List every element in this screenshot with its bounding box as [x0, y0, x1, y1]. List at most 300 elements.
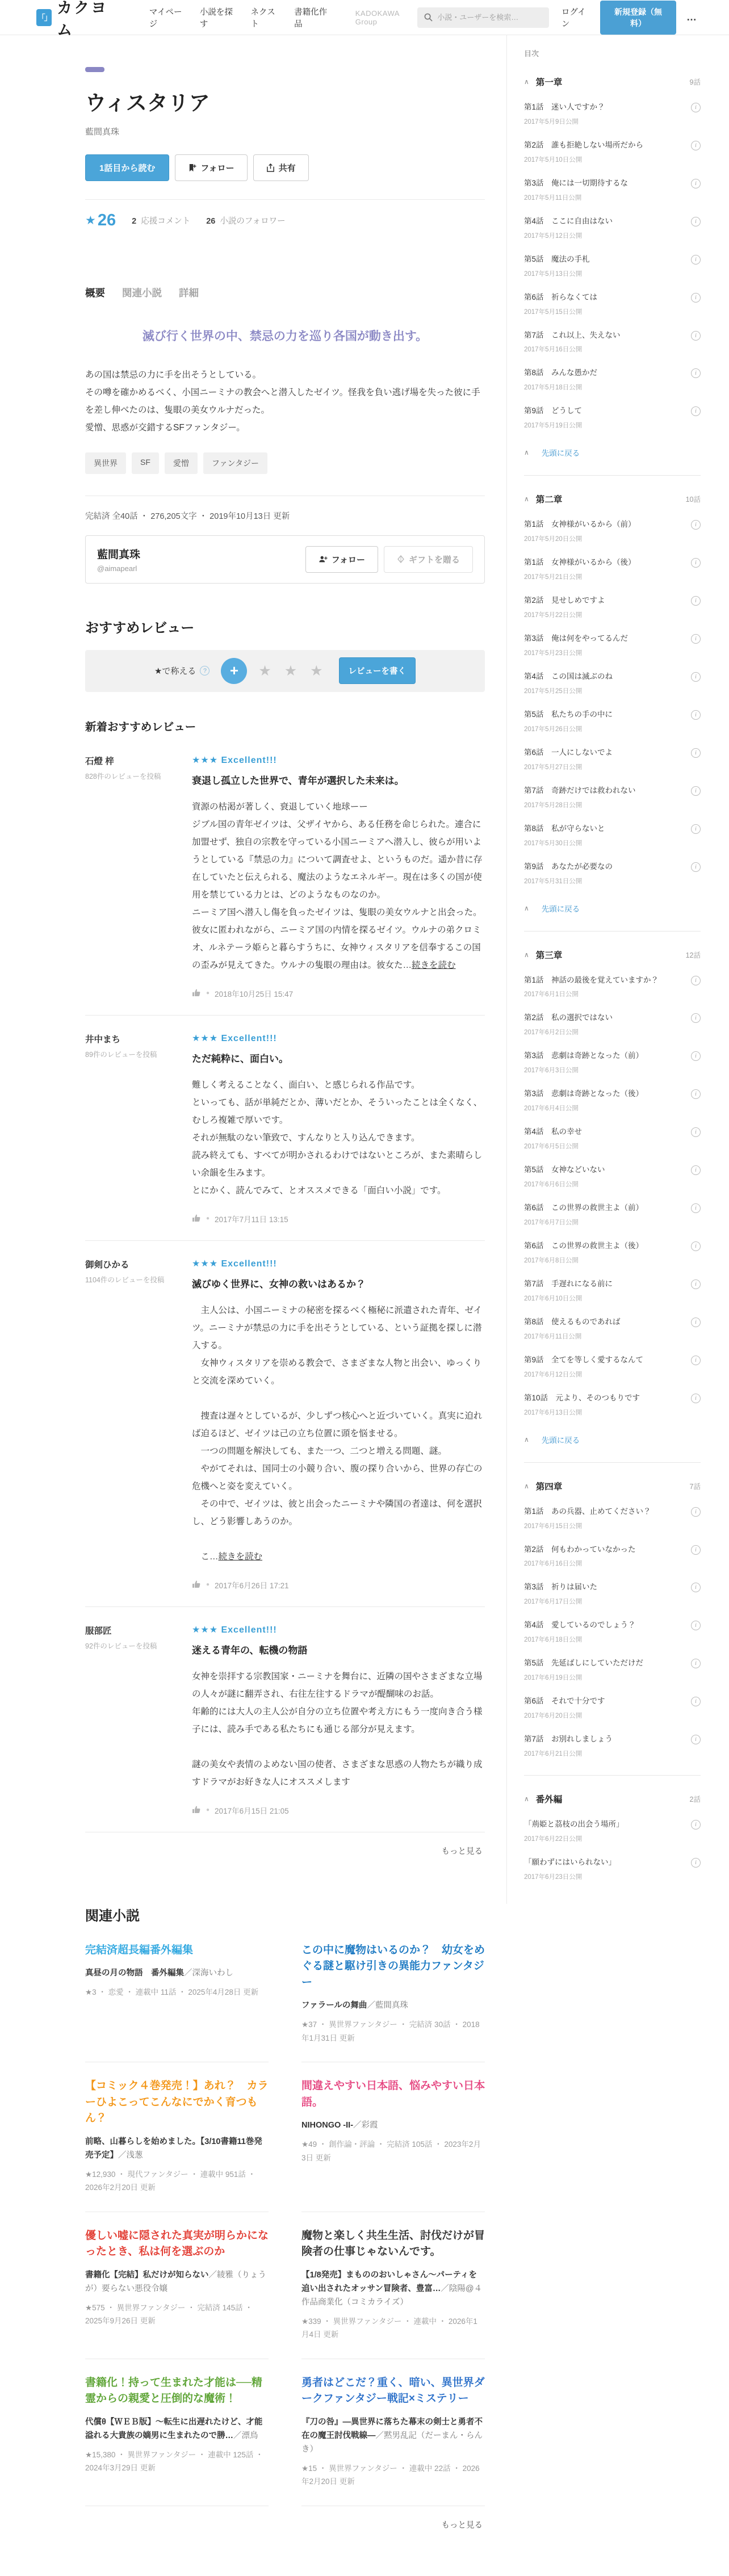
episode-title: 第7話 奇跡だけでは救われない	[524, 786, 636, 795]
work-description	[85, 366, 485, 437]
work-tabs	[85, 286, 485, 300]
info-icon[interactable]: i	[691, 217, 701, 226]
episode-title: 第9話 全てを等しく愛するなんて	[524, 1355, 644, 1364]
chapter-header[interactable]	[524, 493, 701, 505]
episode-link[interactable]	[524, 102, 684, 126]
episode-row	[524, 254, 701, 278]
praise-with-stars-label	[154, 665, 210, 677]
thumbs-up-icon[interactable]	[192, 1214, 201, 1224]
info-icon[interactable]: i	[691, 634, 701, 644]
chevron-up-icon: ∧	[524, 1482, 529, 1490]
episode-title: 第4話 この国は滅ぶのね	[524, 672, 613, 681]
episode-link[interactable]	[524, 1050, 684, 1075]
episode-link[interactable]	[524, 1506, 684, 1530]
dot-separator: ●	[206, 1215, 210, 1222]
episode-link[interactable]	[524, 1240, 684, 1265]
related-work-title[interactable]: 代償θ【ＷＥＢ版】～転生に出遅れたけど、才能溢れる大貴族の嫡男に生まれたので勝…	[85, 2417, 263, 2440]
episode-link[interactable]	[524, 367, 684, 392]
episode-link[interactable]	[524, 1696, 684, 1720]
episode-title: 第3話 俺は何をやってるんだ	[524, 634, 629, 643]
episode-title: 第2話 誰も拒絶しない場所だから	[524, 140, 644, 149]
read-first-episode-button[interactable]: 1話目から読む	[85, 154, 169, 181]
episode-date: 2017年6月11日公開	[524, 1333, 582, 1340]
related-work-stats: ★15,380 ・ 異世界ファンタジー ・ 連載中 125話 ・ 2024年3月29日 更新	[85, 2450, 263, 2473]
episode-row	[524, 1202, 701, 1227]
read-more-link[interactable]: 続きを読む	[412, 960, 456, 970]
nav-item-0[interactable]: マイページ	[149, 7, 182, 29]
search-input[interactable]	[437, 13, 542, 22]
episode-link[interactable]	[524, 216, 684, 240]
info-icon[interactable]: i	[691, 862, 701, 872]
episode-link[interactable]	[524, 671, 684, 695]
episode-link[interactable]	[524, 1857, 684, 1881]
chapter-episode-count: 7話	[689, 1482, 701, 1491]
info-icon[interactable]: i	[691, 824, 701, 834]
review-grade: ★★★ Excellent!!!	[192, 1258, 277, 1269]
share-button[interactable]	[253, 154, 309, 181]
chapter-episode-count: 9話	[689, 78, 701, 86]
info-icon[interactable]: i	[691, 1820, 701, 1830]
episode-link[interactable]	[524, 1620, 684, 1644]
info-icon[interactable]: i	[691, 1203, 701, 1213]
info-icon[interactable]: i	[691, 710, 701, 720]
review-body	[192, 1668, 485, 1791]
related-work-line	[85, 1967, 269, 1981]
info-icon[interactable]: i	[691, 1697, 701, 1706]
back-to-top-label: 先頭に戻る	[541, 1436, 580, 1445]
episode-link[interactable]	[524, 595, 684, 619]
episode-date: 2017年6月4日公開	[524, 1105, 579, 1113]
episode-title: 第4話 私の幸せ	[524, 1127, 583, 1136]
episode-date: 2017年6月13日公開	[524, 1409, 583, 1416]
info-icon[interactable]: i	[691, 1735, 701, 1744]
help-icon[interactable]: ?	[200, 666, 210, 676]
info-icon[interactable]: i	[691, 406, 701, 416]
work-meta: 完結済 全40話 ・ 276,205文字 ・ 2019年10月13日 更新	[85, 511, 290, 521]
episode-link[interactable]	[524, 747, 684, 771]
info-icon[interactable]: i	[691, 1013, 701, 1023]
info-icon[interactable]: i	[691, 103, 701, 112]
info-icon[interactable]: i	[691, 520, 701, 530]
nav-item-3[interactable]: 書籍化作品	[294, 7, 328, 29]
episode-row	[524, 1734, 701, 1758]
gift-icon	[397, 555, 405, 563]
episode-link[interactable]	[524, 519, 684, 543]
episode-link[interactable]	[524, 1316, 684, 1341]
related-review-title[interactable]: この中に魔物はいるのか？ 幼女をめぐる謎と駆け引きの異能力ファンタジー	[301, 1944, 485, 1988]
star-count: 26	[97, 211, 116, 229]
related-work-author[interactable]: ／藍間真珠	[367, 2001, 408, 2011]
info-icon[interactable]: i	[691, 976, 701, 985]
tab-概要[interactable]: 概要	[85, 287, 105, 299]
divider	[524, 931, 701, 932]
episode-row	[524, 1696, 701, 1720]
episode-link[interactable]	[524, 557, 684, 581]
episode-row	[524, 557, 701, 581]
info-icon[interactable]: i	[691, 1858, 701, 1868]
episode-title: 第1話 女神様がいるから（前）	[524, 520, 636, 529]
episode-row	[524, 140, 701, 164]
episode-row	[524, 1658, 701, 1682]
episode-row	[524, 102, 701, 126]
review-paragraph: 女神を崇拝する宗教国家・ニーミナを舞台に、近隣の国やさまざまな立場の人々が謎に翻弄され、右往左往するドラマが醍醐味のお話。	[192, 1671, 483, 1699]
follow-author-button[interactable]	[305, 546, 378, 573]
reviewer-name[interactable]: 服部匠	[85, 1626, 112, 1636]
related-work-line	[301, 2416, 485, 2457]
info-icon[interactable]: i	[691, 1356, 701, 1365]
info-icon[interactable]: i	[691, 1659, 701, 1668]
chapter-name: 第一章	[535, 78, 563, 87]
tag-SF[interactable]: SF	[132, 452, 159, 474]
episode-title: 第8話 私が守らないと	[524, 824, 605, 833]
episode-row	[524, 1278, 701, 1303]
episode-row	[524, 330, 701, 354]
info-icon[interactable]: i	[691, 558, 701, 568]
episode-link[interactable]	[524, 1819, 684, 1843]
review-date-row	[192, 988, 485, 999]
review-paragraph: 主人公は、小国ニーミナの秘密を探るべく極秘に派遣された青年、ゼイツ。ニーミナが禁忌の力に手を出そうとしている、という証拠を探しに潜入する。	[192, 1305, 483, 1350]
related-work-stats: ★49 ・ 創作論・評論 ・ 完結済 105話 ・ 2023年2月3日 更新	[301, 2140, 481, 2162]
info-icon[interactable]: i	[691, 1318, 701, 1327]
review-body	[192, 1076, 485, 1199]
episode-title: 第6話 一人にしないでよ	[524, 748, 613, 757]
global-nav	[135, 6, 330, 30]
info-icon[interactable]: i	[691, 786, 701, 796]
info-icon[interactable]: i	[691, 1507, 701, 1517]
chevron-up-icon: ∧	[524, 495, 529, 504]
reviewer-info	[85, 754, 192, 999]
related-work-author[interactable]: ／彩霞	[353, 2121, 378, 2130]
review-paragraph: 年齢的には大人の主人公が自分の立ち位置や考え方にもう一度向き合う様子には、読み手である私たちにも通じる部分が見えます。	[192, 1706, 483, 1734]
episode-link[interactable]	[524, 330, 684, 354]
episode-link[interactable]	[524, 1012, 684, 1037]
info-icon[interactable]: i	[691, 1127, 701, 1137]
chapter-header[interactable]	[524, 949, 701, 961]
thumbs-up-icon[interactable]	[192, 988, 201, 998]
work-actions	[85, 154, 485, 181]
related-novels-grid	[85, 1927, 485, 2506]
episode-link[interactable]	[524, 1164, 684, 1189]
follow-work-button[interactable]	[175, 154, 247, 181]
review-paragraph: 一つの問題を解決しても、また一つ、二つと増える問題、謎。	[192, 1446, 447, 1456]
related-work-title[interactable]: NIHONGO -II-	[301, 2121, 354, 2130]
related-review-title[interactable]: 魔物と楽しく共生生活、討伐だけが冒険者の仕事じゃないんです。	[301, 2229, 485, 2258]
related-review-title[interactable]: 優しい嘘に隠された真実が明らかになったとき、私は何を選ぶのか	[85, 2229, 269, 2258]
tab-詳細[interactable]: 詳細	[179, 287, 199, 299]
send-gift-button[interactable]	[384, 546, 473, 573]
review-paragraph: ジブル国の青年ゼイツは、父ザイヤから、ある任務を命じられた。連合に加盟せず、独自の宗教を守っている小国ニーミアへ潜入し、彼らが用いようとしている『禁忌の力』について調査せよ、というものだ。遥か昔に存在していたと伝えられる、魔法のようなエネルギー。現在は多くの国が使用を禁じている力とは、どのようなものなのか。	[192, 819, 483, 900]
episode-row	[524, 1506, 701, 1530]
related-work-line	[85, 2416, 269, 2443]
episode-link[interactable]	[524, 785, 684, 809]
search-box[interactable]	[417, 7, 549, 28]
episode-title: 第1話 神話の最後を覚えていますか？	[524, 975, 659, 984]
review-paragraph: とにかく、読んでみて、とオススメできる「面白い小説」です。	[192, 1185, 446, 1195]
back-to-top-link[interactable]	[524, 447, 701, 458]
info-icon[interactable]: i	[691, 1545, 701, 1555]
episode-row	[524, 861, 701, 886]
review-content	[192, 1258, 485, 1591]
review-date: 2017年6月26日 17:21	[215, 1581, 289, 1590]
review-paragraph: 読み終えても、すべてが明かされるわけではないところが、また素晴らしい余韻を生みます。	[192, 1150, 483, 1178]
episode-link[interactable]	[524, 1392, 684, 1417]
episode-date: 2017年6月3日公開	[524, 1067, 579, 1075]
episode-title: 第7話 お別れしましょう	[524, 1735, 613, 1744]
episode-date: 2017年5月15日公開	[524, 308, 583, 316]
episode-link[interactable]	[524, 1734, 684, 1758]
chevron-up-icon: ∧	[524, 950, 529, 959]
write-review-button[interactable]: レビューを書く	[339, 657, 416, 684]
thumbs-up-icon[interactable]	[192, 1805, 201, 1815]
episode-row	[524, 1544, 701, 1568]
review-item	[85, 1607, 485, 1832]
add-star-button[interactable]: +	[221, 658, 247, 684]
episode-link[interactable]	[524, 975, 684, 999]
related-work-author[interactable]: ／浅葱	[118, 2150, 143, 2160]
episode-link[interactable]	[524, 1126, 684, 1151]
info-icon[interactable]: i	[691, 368, 701, 378]
episode-date: 2017年5月30日公開	[524, 840, 583, 847]
review-content	[192, 1033, 485, 1224]
episode-link[interactable]	[524, 709, 684, 733]
tag-異世界[interactable]: 異世界	[85, 452, 126, 474]
episode-title: 第2話 私の選択ではない	[524, 1013, 613, 1022]
related-work-title[interactable]: 書籍化【完結】私だけが知らない	[85, 2270, 209, 2280]
info-icon[interactable]: i	[691, 596, 701, 606]
related-review-title[interactable]: 書籍化！持って生まれた才能は──精霊からの親愛と圧倒的な魔術！	[85, 2376, 262, 2405]
chapter-episode-count: 12話	[685, 951, 701, 959]
review-body	[192, 1302, 485, 1566]
related-work-stats: ★37 ・ 異世界ファンタジー ・ 完結済 30話 ・ 2018年1月31日 更新	[301, 2020, 480, 2042]
author-card-handle: @aimapearl	[97, 564, 137, 573]
info-icon[interactable]: i	[691, 748, 701, 758]
episode-link[interactable]	[524, 1278, 684, 1303]
reviewer-info	[85, 1624, 192, 1816]
header-more-menu[interactable]: …	[686, 11, 698, 23]
star-rating-selector[interactable]: ★ ★ ★	[258, 662, 328, 679]
episode-link[interactable]	[524, 633, 684, 657]
related-work-author[interactable]: ／漂鳥	[233, 2431, 258, 2440]
episode-row	[524, 178, 701, 202]
episode-link[interactable]	[524, 823, 684, 848]
episode-link[interactable]	[524, 140, 684, 164]
episode-date: 2017年6月8日公開	[524, 1257, 579, 1264]
info-icon[interactable]: i	[691, 1583, 701, 1592]
episode-title: 第2話 何もわかっていなかった	[524, 1545, 636, 1554]
related-work-author[interactable]: ／陰陽@４作品商業化（コミカライズ）	[301, 2284, 483, 2307]
related-work-title[interactable]: ファラールの舞曲	[301, 2001, 367, 2011]
episode-title: 第10話 元より、そのつもりです	[524, 1393, 640, 1402]
related-work-title[interactable]: 【1/8発売】まもののおいしゃさん～パーティを追い出されたオッサン冒険者、豊富…	[301, 2270, 477, 2293]
tag-愛憎[interactable]: 愛憎	[165, 452, 198, 474]
episode-link[interactable]	[524, 1354, 684, 1379]
chapter-header[interactable]	[524, 1793, 701, 1805]
episode-date: 2017年5月10日公開	[524, 156, 583, 163]
episode-row	[524, 292, 701, 316]
author-card-name[interactable]: 藍間真珠	[97, 548, 141, 561]
related-work-title[interactable]: 前略、山暮らしを始めました。【3/10書籍11巻発売予定】	[85, 2137, 262, 2160]
episode-row	[524, 405, 701, 430]
nav-item-2[interactable]: ネクスト	[250, 7, 275, 29]
related-work-line	[301, 2269, 485, 2310]
review-paragraph: 資源の枯渇が著しく、衰退していく地球ーー	[192, 802, 368, 812]
episode-date: 2017年6月22日公開	[524, 1835, 583, 1843]
episode-row	[524, 823, 701, 848]
episode-link[interactable]	[524, 254, 684, 278]
info-icon[interactable]: i	[691, 1165, 701, 1175]
episode-link[interactable]	[524, 292, 684, 316]
review-date: 2018年10月25日 15:47	[215, 989, 294, 998]
episode-title: 第9話 どうして	[524, 406, 583, 416]
divider	[524, 475, 701, 476]
related-review-title[interactable]: 【コミック４巻発売！】あれ？ カラーひよこってこんなにでかく育つもん？	[85, 2080, 269, 2125]
episode-date: 2017年6月20日公開	[524, 1713, 583, 1720]
related-review-title[interactable]: 間違えやすい日本語、悩みやすい日本語。	[301, 2080, 485, 2108]
more-related-link[interactable]: もっと見る	[441, 2520, 483, 2530]
info-icon[interactable]: i	[691, 1394, 701, 1403]
reviewer-name[interactable]: 御剣ひかる	[85, 1260, 129, 1270]
reviewer-info	[85, 1258, 192, 1591]
episode-title: 第1話 あの兵器、止めてください？	[524, 1507, 651, 1516]
episode-date: 2017年6月2日公開	[524, 1029, 579, 1037]
info-icon[interactable]: i	[691, 331, 701, 341]
episode-link[interactable]	[524, 861, 684, 886]
episode-title: 第5話 魔法の手札	[524, 254, 590, 263]
followers-label: 小説のフォロワー	[220, 217, 286, 226]
episode-date: 2017年6月21日公開	[524, 1751, 583, 1758]
followers-stat[interactable]	[206, 215, 285, 226]
related-review-title[interactable]: 勇者はどこだ？重く、暗い、異世界ダークファンタジー戦記×ミステリー	[301, 2376, 485, 2405]
review-content	[192, 754, 485, 999]
episode-date: 2017年5月9日公開	[524, 118, 579, 125]
cheer-comments-stat[interactable]	[132, 215, 190, 226]
thumbs-up-icon[interactable]	[192, 1580, 201, 1590]
review-paragraph: 捜査は遅々としているが、少しずつ核心へと近づいていく。真実に迫れば迫るほど、ゼイツは己の立ち位置に頭を悩ませる。	[192, 1411, 483, 1438]
site-header	[0, 0, 729, 39]
related-work-author[interactable]: ／綾雅（りょうが）要らない悪役令嬢	[85, 2270, 266, 2293]
chapter-header[interactable]	[524, 1480, 701, 1492]
chevron-up-icon: ∧	[524, 1435, 529, 1444]
review-paragraph: 女神ウィスタリアを崇める教会で、さまざまな人物と出会い、ゆっくりと交流を深めていく。	[192, 1358, 482, 1386]
back-to-top-link[interactable]	[524, 1434, 701, 1445]
episode-title: 第6話 この世界の救世主よ（後）	[524, 1241, 644, 1250]
episode-row	[524, 1240, 701, 1265]
work-title: ウィスタリア	[85, 91, 210, 115]
related-work-line	[301, 1999, 485, 2013]
episode-date: 2017年5月13日公開	[524, 270, 583, 278]
related-work-author[interactable]: ／黙男乱記（だーまん・らんき）	[301, 2431, 483, 2454]
info-icon[interactable]: i	[691, 672, 701, 682]
episode-title: 第3話 俺には一切期待するな	[524, 178, 629, 187]
episode-title: 第5話 女神などいない	[524, 1165, 605, 1174]
tag-ファンタジー[interactable]: ファンタジー	[203, 452, 267, 474]
chapter-header[interactable]	[524, 75, 701, 88]
info-icon[interactable]: i	[691, 141, 701, 150]
episode-date: 2017年6月12日公開	[524, 1371, 583, 1378]
tab-関連小説[interactable]: 関連小説	[122, 287, 162, 299]
dot-separator: ●	[206, 1581, 210, 1588]
related-work-line	[301, 2119, 485, 2133]
login-link[interactable]: ログイン	[561, 7, 586, 29]
episode-date: 2017年6月7日公開	[524, 1219, 579, 1226]
episode-date: 2017年6月16日公開	[524, 1560, 583, 1568]
reviewer-review-count: 89件のレビューを投稿	[85, 1050, 157, 1059]
episode-link[interactable]	[524, 1088, 684, 1113]
chevron-up-icon: ∧	[524, 1795, 529, 1803]
related-novel-item	[85, 2212, 269, 2359]
reviewer-name[interactable]: 石燈 梓	[85, 756, 114, 766]
related-work-title[interactable]: 真昼の月の物語 番外編集	[85, 1969, 184, 1978]
related-review-title[interactable]: 完結済超長編番外編集	[85, 1944, 194, 1956]
review-paragraph	[192, 1390, 485, 1407]
episode-link[interactable]	[524, 1544, 684, 1568]
info-icon[interactable]: i	[691, 1089, 701, 1099]
kakuyomu-logo-icon: 「」	[36, 9, 52, 26]
chevron-up-icon: ∧	[524, 448, 529, 457]
description-line: 愛憎、思惑が交錯するSFファンタジー。	[85, 422, 245, 433]
related-novel-item	[301, 1927, 485, 2063]
related-novel-item	[301, 2359, 485, 2506]
episode-title: 第8話 みんな愚かだ	[524, 368, 598, 377]
episode-link[interactable]	[524, 405, 684, 430]
info-icon[interactable]: i	[691, 255, 701, 265]
info-icon[interactable]: i	[691, 1051, 701, 1061]
recommended-reviews-heading: おすすめレビュー	[85, 620, 195, 636]
signup-button[interactable]: 新規登録（無料）	[600, 1, 676, 35]
review-content	[192, 1624, 485, 1816]
episode-row	[524, 1354, 701, 1379]
related-work-stats: ★3 ・ 恋愛 ・ 連載中 11話 ・ 2025年4月28日 更新	[85, 1988, 259, 1997]
info-icon[interactable]: i	[691, 293, 701, 303]
back-to-top-link[interactable]	[524, 903, 701, 914]
info-icon[interactable]: i	[691, 1621, 701, 1630]
reviewer-info	[85, 1033, 192, 1224]
read-more-link[interactable]: 続きを読む	[218, 1551, 263, 1562]
chevron-up-icon: ∧	[524, 78, 529, 86]
review-paragraph: といっても、話が単純だとか、薄いだとか、そういったことは全くなく、むしろ複雑で厚いです。	[192, 1097, 483, 1125]
episode-title: 第8話 使えるものであれば	[524, 1317, 621, 1326]
episode-title: 第9話 あなたが必要なの	[524, 862, 613, 871]
toc-label: 目次	[524, 49, 539, 58]
review-grade: ★★★ Excellent!!!	[192, 1625, 277, 1635]
episode-link[interactable]	[524, 1202, 684, 1227]
related-novel-item	[301, 2062, 485, 2212]
kakuyomu-logo[interactable]	[36, 0, 119, 40]
review-paragraph: やがてそれは、国同士の小競り合い、腹の探り合いから、世界の存亡の危機へと姿を変えていく。	[192, 1463, 483, 1491]
related-work-title[interactable]: 『刀の咎』―異世界に落ちた幕末の剣士と勇者不在の魔王討伐戦線―	[301, 2417, 483, 2440]
info-icon[interactable]: i	[691, 179, 701, 188]
episode-date: 2017年5月31日公開	[524, 878, 583, 885]
episode-row	[524, 1012, 701, 1037]
more-reviews-link[interactable]: もっと見る	[441, 1847, 483, 1856]
follow-work-label: フォロー	[200, 163, 234, 173]
episode-link[interactable]	[524, 1581, 684, 1606]
reviewer-name[interactable]: 井中まち	[85, 1034, 121, 1044]
review-title: ただ純粋に、面白い。	[192, 1053, 288, 1064]
episode-link[interactable]	[524, 1658, 684, 1682]
review-item	[85, 737, 485, 1016]
episode-row	[524, 1050, 701, 1075]
nav-item-1[interactable]: 小説を探す	[199, 7, 233, 29]
related-work-author[interactable]: ／深海いわし	[184, 1969, 233, 1978]
episode-date: 2017年5月27日公開	[524, 763, 583, 771]
info-icon[interactable]: i	[691, 1279, 701, 1289]
related-work-line	[85, 2136, 269, 2163]
work-author-link[interactable]: 藍間真珠	[85, 127, 120, 137]
episode-link[interactable]	[524, 178, 684, 202]
episode-row	[524, 785, 701, 809]
info-icon[interactable]: i	[691, 1241, 701, 1251]
